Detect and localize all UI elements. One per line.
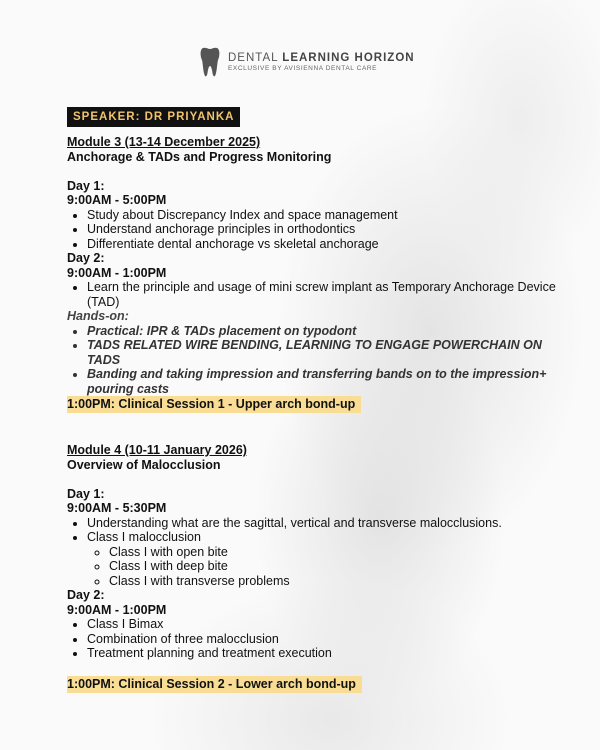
day-time: 9:00AM - 1:00PM bbox=[67, 265, 167, 280]
day-time: 9:00AM - 5:30PM bbox=[67, 501, 167, 515]
day-label: Day 1: bbox=[67, 486, 105, 501]
module-subtitle: Overview of Malocclusion bbox=[67, 457, 221, 472]
day-1-list bbox=[67, 208, 577, 252]
list-item: • Study about Discrepancy Index and space management bbox=[87, 208, 577, 223]
day-time: 9:00AM - 5:00PM bbox=[67, 193, 167, 207]
day-2-list bbox=[67, 617, 577, 661]
sub-list bbox=[87, 545, 577, 589]
tooth-icon bbox=[200, 46, 220, 78]
list-item: • Understanding what are the sagittal, vertical and transverse malocclusions. bbox=[87, 516, 577, 531]
module-4 bbox=[67, 443, 577, 661]
module-title: Module 3 (13-14 December 2025) bbox=[67, 135, 261, 149]
module-subtitle: Anchorage & TADs and Progress Monitoring bbox=[67, 149, 332, 164]
day-time: 9:00AM - 1:00PM bbox=[67, 602, 167, 617]
list-item: • Practical: IPR & TADs placement on typodont bbox=[87, 324, 577, 339]
list-item: • TADS RELATED WIRE BENDING, LEARNING TO ENGAGE POWERCHAIN ON TADS bbox=[87, 338, 577, 367]
day-label: Day 2: bbox=[67, 251, 105, 265]
sub-list-item: ◦ Class I with transverse problems bbox=[109, 574, 577, 589]
brand-name: DENTAL LEARNING HORIZON bbox=[228, 52, 415, 64]
hands-on-label: Hands-on: bbox=[67, 309, 129, 323]
clinical-session-1: 1:00PM: Clinical Session 1 - Upper arch bond-up bbox=[67, 396, 361, 413]
list-item: • Combination of three malocclusion bbox=[87, 632, 577, 647]
brand-tagline: EXCLUSIVE BY AVISIENNA DENTAL CARE bbox=[228, 65, 378, 72]
logo bbox=[200, 46, 415, 78]
module-3 bbox=[67, 135, 577, 396]
module-title: Module 4 (10-11 January 2026) bbox=[67, 443, 247, 457]
day-1-list bbox=[67, 516, 577, 589]
day-label: Day 1: bbox=[67, 178, 105, 193]
list-item: • Class I Bimax bbox=[87, 617, 577, 632]
list-item: • Understand anchorage principles in orthodontics bbox=[87, 222, 577, 237]
list-item: • Learn the principle and usage of mini screw implant as Temporary Anchorage Device (TAD) bbox=[87, 280, 577, 309]
list-item: • Differentiate dental anchorage vs skeletal anchorage bbox=[87, 237, 577, 252]
day-label: Day 2: bbox=[67, 588, 105, 602]
clinical-session-2: 1:00PM: Clinical Session 2 - Lower arch bond-up bbox=[67, 676, 362, 693]
hands-on-list bbox=[67, 324, 577, 397]
sub-list-item: ◦ Class I with deep bite bbox=[109, 559, 577, 574]
day-2-list bbox=[67, 280, 577, 309]
sub-list-item: ◦ Class I with open bite bbox=[109, 545, 577, 560]
list-item: • Banding and taking impression and transferring bands on to the impression+ pouring casts bbox=[87, 367, 577, 396]
list-item bbox=[87, 530, 577, 588]
list-item-label: Class I malocclusion bbox=[87, 530, 201, 544]
list-item: • Treatment planning and treatment execution bbox=[87, 646, 577, 661]
speaker-label: SPEAKER: DR PRIYANKA bbox=[67, 107, 240, 127]
